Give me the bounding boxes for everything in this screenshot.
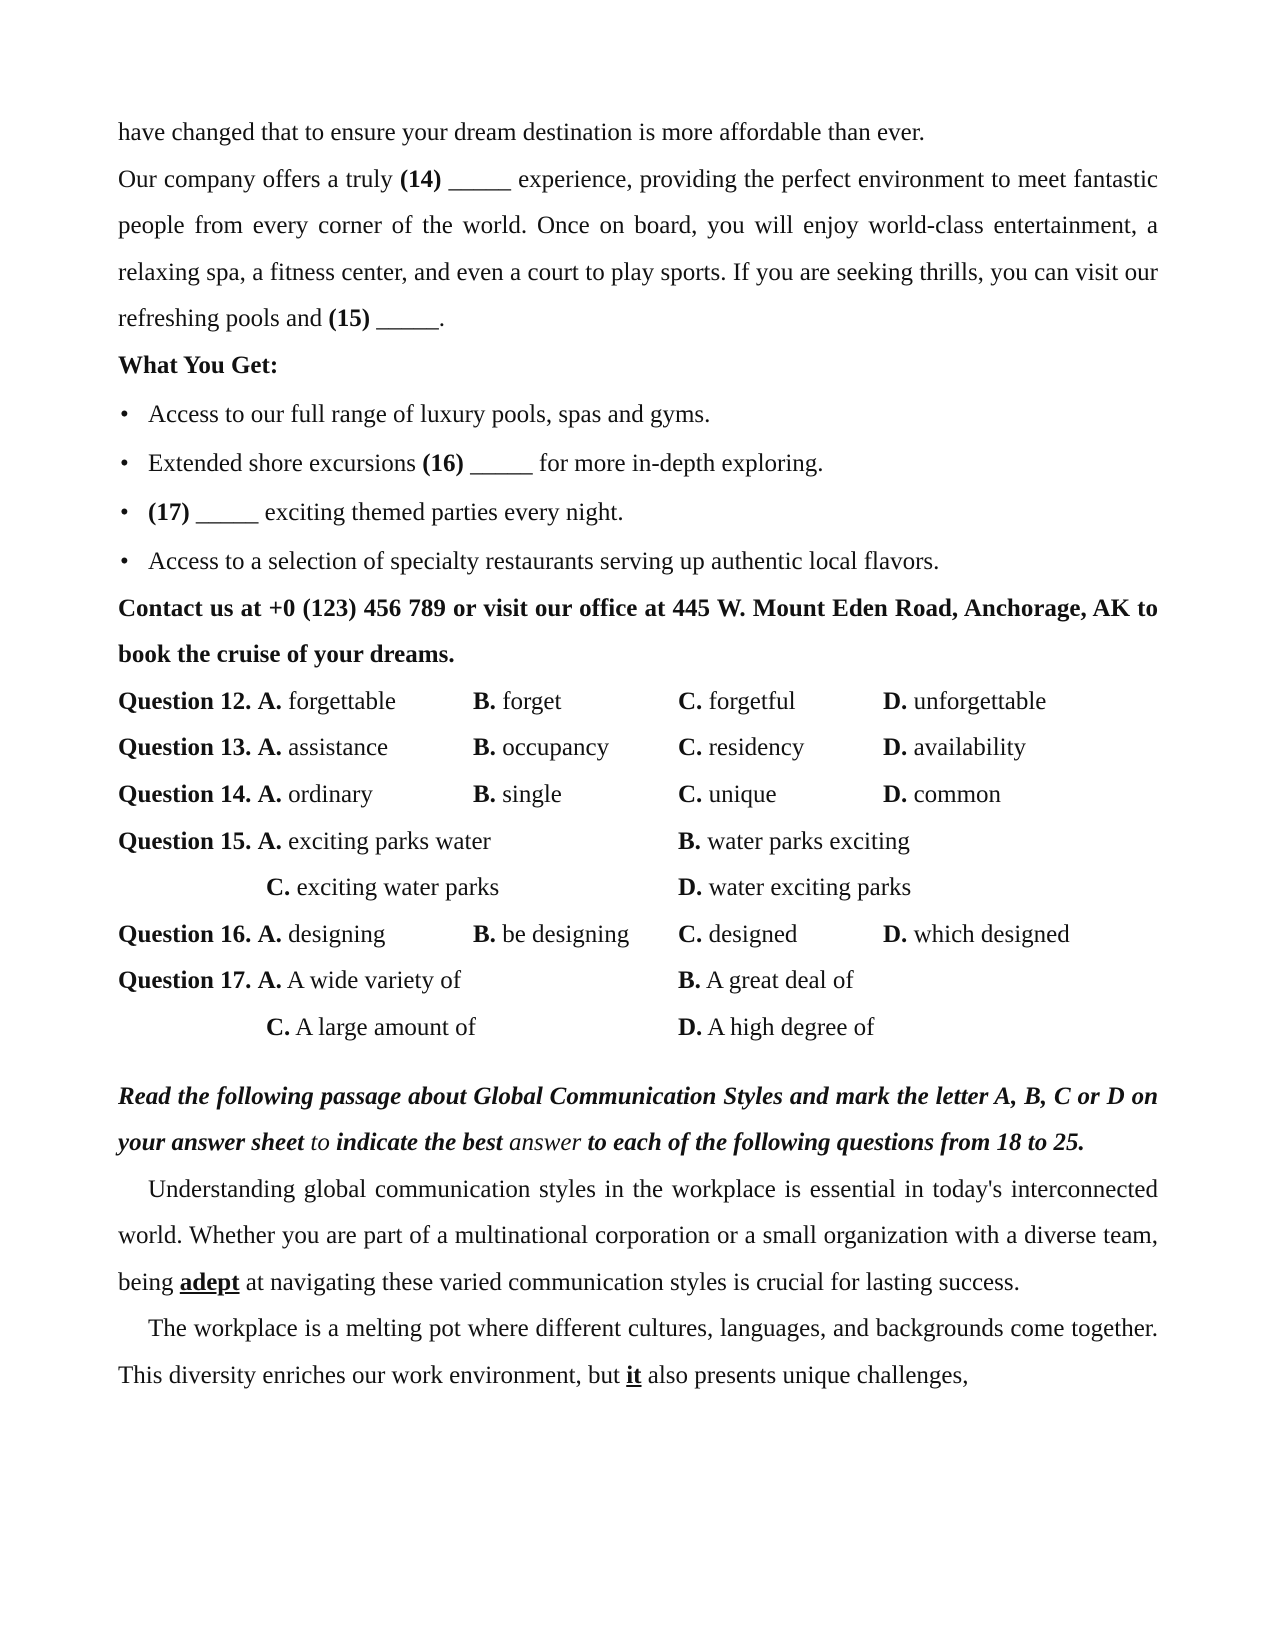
blank-number: (17) (148, 498, 190, 526)
option-a: designing (288, 920, 386, 948)
question-label: Question 13. (118, 734, 252, 762)
list-item: • (17) _____ exciting themed parties every night. (118, 488, 1158, 537)
text: Our company offers a truly (118, 165, 400, 193)
option-b: water parks exciting (707, 827, 910, 855)
option-a: exciting parks water (288, 827, 491, 855)
bullet-icon: • (120, 400, 129, 428)
option-c: designed (708, 920, 798, 948)
option-a: A wide variety of (286, 967, 462, 995)
list-item: • Access to our full range of luxury pools, spas and gyms. (118, 390, 1158, 439)
option-b: be designing (502, 920, 630, 948)
question-row: Question 17. A. A wide variety of B. A great deal of (118, 967, 854, 995)
bullet-icon: • (120, 449, 129, 477)
option-c: forgetful (708, 687, 796, 715)
question-label: Question 15. (118, 827, 252, 855)
question-row: Question 15. A. exciting parks water B. water parks exciting (118, 827, 910, 855)
option-d: common (913, 780, 1002, 808)
question-row: C. A large amount of D. A high degree of (266, 1013, 875, 1041)
option-b: forget (502, 687, 562, 715)
option-c: exciting water parks (296, 874, 500, 902)
page-content (118, 110, 1158, 1400)
option-a: ordinary (288, 780, 373, 808)
passage-paragraph (118, 157, 1158, 343)
option-c: residency (708, 734, 805, 762)
option-d: unforgettable (913, 687, 1047, 715)
question-label: Question 14. (118, 780, 252, 808)
option-d: which designed (913, 920, 1070, 948)
underlined-word: adept (179, 1268, 240, 1296)
instruction-text: Read the following passage about Global Communication Styles and mark the letter A, B, C or D on your answer sheet to indicate the best answer to each of the following questions from 18 to 25. (118, 1082, 1158, 1157)
option-c: A large amount of (295, 1013, 476, 1041)
blank-number: (14) (399, 165, 442, 193)
blank-number: (15) (328, 305, 371, 333)
question-row: Question 13. A. assistance B. occupancy C. residency D. availability (118, 734, 1027, 762)
question-row: Question 16. A. designing B. be designing C. designed D. which designed (118, 920, 1070, 948)
text: experience, providing the perfect environment to meet fantastic people from every corner of the world. Once on board, you will enjoy world-class entertainment, a relaxing spa, a fitness center, and even a court to play sports. If you are seeking thrills, you can visit our refreshing pools and (118, 165, 1158, 333)
option-a: forgettable (288, 687, 396, 715)
option-a: assistance (288, 734, 389, 762)
blank: _____ (441, 165, 519, 193)
list-item: • Access to a selection of specialty restaurants serving up authentic local flavors. (118, 537, 1158, 586)
bullet-icon: • (120, 498, 129, 526)
passage-paragraph: The workplace is a melting pot where different cultures, languages, and backgrounds come together. This diversity enriches our work environment, but it also presents unique challenges, (118, 1315, 1158, 1390)
option-b: occupancy (502, 734, 610, 762)
question-label: Question 12. (118, 687, 252, 715)
passage-line: have changed that to ensure your dream destination is more affordable than ever. (118, 119, 925, 146)
bullet-icon: • (120, 547, 129, 575)
question-label: Question 17. (118, 967, 252, 995)
option-c: unique (708, 780, 777, 808)
contact-info: Contact us at +0 (123) 456 789 or visit our office at 445 W. Mount Eden Road, Anchorage, AK to book the cruise of your dreams. (118, 594, 1158, 669)
option-b: A great deal of (705, 967, 854, 995)
option-d: A high degree of (707, 1013, 875, 1041)
bullet-list (118, 390, 1158, 586)
blank-number: (16) (422, 449, 464, 477)
option-b: single (502, 780, 562, 808)
option-d: water exciting parks (708, 874, 912, 902)
question-row: Question 12. A. forgettable B. forget C. forgetful D. unforgettable (118, 687, 1047, 715)
question-label: Question 16. (118, 920, 252, 948)
option-d: availability (913, 734, 1027, 762)
passage-paragraph: Understanding global communication styles in the workplace is essential in today's interconnected world. Whether you are part of a multinational corporation or a small organization with a diverse team, being adept at navigating these varied communication styles is crucial for lasting success. (118, 1175, 1158, 1296)
section-heading: What You Get: (118, 351, 279, 379)
blank: _____. (370, 305, 446, 333)
list-item: • Extended shore excursions (16) _____ for more in-depth exploring. (118, 439, 1158, 488)
underlined-word: it (626, 1362, 642, 1390)
question-row: C. exciting water parks D. water exciting parks (266, 874, 912, 902)
question-row: Question 14. A. ordinary B. single C. unique D. common (118, 780, 1002, 808)
